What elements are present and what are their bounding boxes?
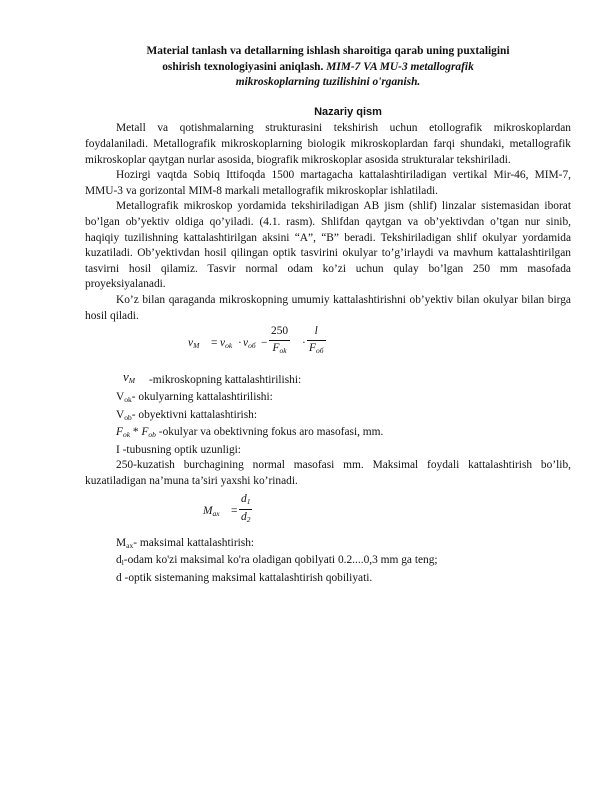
title-line-3: mikroskoplarning tuzilishini o'rganish. [235, 76, 421, 89]
definition-tube-length: I -tubusning optik uzunligi: [116, 443, 241, 456]
title-line-2-bold: oshirish texnologiyasini aniqlash. [162, 60, 324, 73]
definition-vok: $V_{ok}-$ okulyarning kattalashtirilishi: [116, 391, 273, 405]
section-heading: Nazariy qism [314, 105, 382, 118]
formula1-dot2: · [302, 337, 306, 350]
vm-definition: -mikroskopning kattalashtirilishi: [149, 374, 302, 387]
title-line-2 [85, 60, 571, 76]
formula1-frac1: 250 $F_{ok}$ [271, 325, 289, 355]
formula2-lhs: $M_{ax}$ [203, 504, 220, 518]
formula-magnification [85, 324, 571, 368]
definition-250: 250-kuzatish burchagining normal masofasi mm. Maksimal foydali kattalashtirish bo’lib, kuzatiladigan na’muna ta’siri yaxshi ko’rinadi. [85, 459, 571, 488]
formula-max-magnification [85, 490, 571, 536]
paragraph-4: Ko’z bilan qaraganda mikroskopning umumiy kattalashtirishni ob’yektiv bilan okulyar bilan birga hosil qiladi. [85, 293, 571, 322]
title-line-1: Material tanlash va detallarning ishlash sharoitiga qarab uning puxtaligini [146, 45, 510, 57]
definition-vob: $V_{ob}-$ obyektivni kattalashtirish: [116, 408, 258, 422]
formula1-lhs: $v_M$ [188, 337, 200, 351]
definition-focal: $F_{ok} * F_{ob}$ -okulyar va obektivning fokus aro masofasi, mm. [116, 426, 384, 440]
formula1-eq: = [211, 337, 218, 350]
formula2-eq: = [231, 504, 238, 517]
vm-symbol: $v_M$ [123, 369, 136, 386]
formula1-dot: · [238, 337, 242, 350]
paragraph-1: Metall va qotishmalarning strukturasini tekshirish uchun etollografik mikroskoplardan foydalaniladi. Metallografik mikroskoplarning biologik mikroskoplardan farqi shundaki, metallografik mikroskoplar qaytgan nurlar asosida, biografik mikroskoplar asosida strukturalar tekshiriladi. [85, 122, 571, 166]
title-line-2-italic: MIM-7 VA MU-3 metallografik [326, 60, 474, 73]
formula1-minus: − [261, 337, 268, 350]
formula2-frac: $\frac{d_1}{d_2}$ [241, 492, 251, 525]
definition-d: d -optik sistemaning maksimal kattalashtirish qobiliyati. [116, 571, 373, 584]
paragraph-2: Hozirgi vaqtda Sobiq Ittifoqda 1500 martagacha kattalashtiriladigan vertikal Mir-46, MIM-7, MMU-3 va gorizontal MIM-8 markali metallografik mikroskoplar ishlatiladi. [85, 169, 571, 197]
formula1-frac2: l $F_{oб}$ [309, 325, 324, 355]
formula1-t2: $v_{oб}$ [243, 337, 256, 351]
paragraph-3: Metallografik mikroskop yordamida tekshiriladigan AB jism (shlif) linzalar sistemasidan iborat bo’lgan ob’yektiv oldiga qo’yiladi. (4.1. rasm). Shlifdan qaytgan va ob’yektivdan o’tgan nur sinib, haqiqiy tuzilishning kattalashtirilgan aksini “A”, “B” beradi. Tekshiriladigan shlif okulyar yordamida kuzatiladi. Ob’yektivdan hosil qilingan optik tasvirini okulyar to’g’irlaydi va mavhum kattalashtirilgan tasvirni hosil qilamiz. Tasvir normal odam ko’zi uchun qulay bo’lgan 250 mm masofada proyeksiyalanadi. [85, 200, 571, 291]
document-title [85, 44, 571, 91]
definition-vm [85, 368, 571, 390]
document-page [85, 44, 571, 586]
definition-d1: $d_l$-odam ko'zi maksimal ko'ra oladigan qobilyati 0.2....0,3 mm ga teng; [116, 554, 438, 568]
formula1-t1: $v_{ok}$ [220, 337, 233, 351]
definition-max: $M_{ax}-$ maksimal kattalashtirish: [116, 536, 255, 550]
